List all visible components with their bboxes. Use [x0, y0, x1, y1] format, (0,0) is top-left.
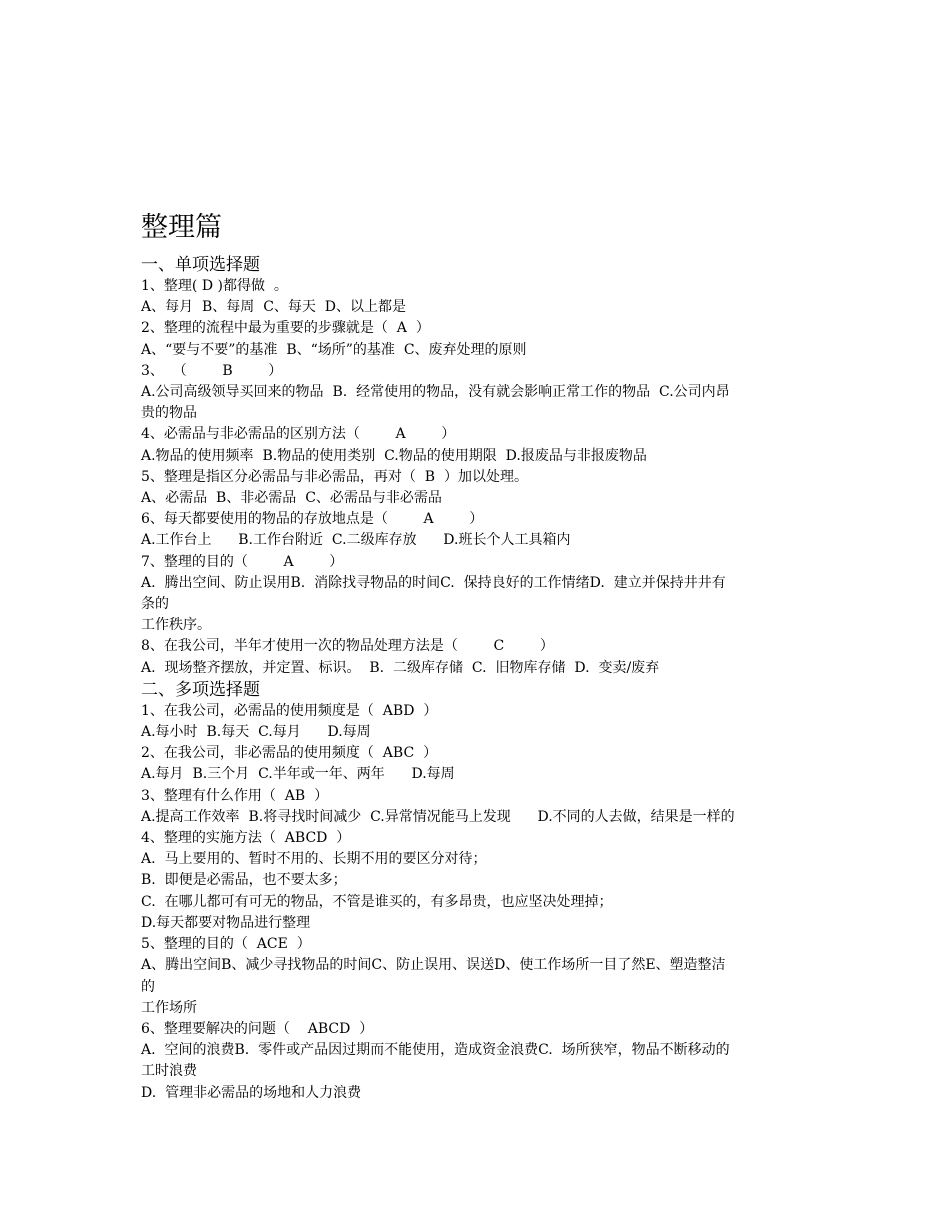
- text-line: 2、在我公司，非必需品的使用频度（ ABC ）: [141, 745, 438, 762]
- text-line: A.每月 B.三个月 C.半年或一年、两年 D.每周: [141, 766, 455, 783]
- document-page: [141, 211, 816, 1104]
- text-line: 的: [141, 978, 155, 995]
- text-line: A. 腾出空间、防止误用B. 消除找寻物品的时间C. 保持良好的工作情绪D. 建立并保持井井有: [141, 574, 726, 591]
- text-line: 4、必需品与非必需品的区别方法（ A ）: [141, 426, 456, 443]
- text-line: A、“要与不要”的基准 B、“场所”的基准 C、废弃处理的原则: [141, 341, 527, 358]
- text-line: 7、整理的目的（ A ）: [141, 553, 344, 570]
- text-line: C. 在哪儿都可有可无的物品，不管是谁买的，有多昂贵，也应坚决处理掉；: [141, 893, 613, 910]
- text-line: 贵的物品: [141, 405, 197, 422]
- text-line: 工作秩序。: [141, 617, 211, 634]
- text-line: A. 马上要用的、暂时不用的、长期不用的要区分对待；: [141, 851, 487, 868]
- section-heading: 一、单项选择题: [141, 255, 260, 275]
- text-line: A、腾出空间B、减少寻找物品的时间C、防止误用、误送D、使工作场所一目了然E、塑造整洁: [141, 957, 726, 974]
- text-line: A. 空间的浪费B. 零件或产品因过期而不能使用，造成资金浪费C. 场所狭窄，物品不断移动的: [141, 1042, 730, 1059]
- text-line: A. 现场整齐摆放，并定置、标识。 B. 二级库存储 C. 旧物库存储 D. 变卖/废弃: [141, 659, 660, 676]
- document-body: [141, 254, 816, 1104]
- text-line: 4、整理的实施方法（ ABCD ）: [141, 830, 351, 847]
- text-line: D. 管理非必需品的场地和人力浪费: [141, 1084, 362, 1101]
- text-line: A.每小时 B.每天 C.每月 D.每周: [141, 724, 371, 741]
- text-line: 8、在我公司，半年才使用一次的物品处理方法是（ C ）: [141, 638, 554, 655]
- text-line: D.每天都要对物品进行整理: [141, 914, 311, 931]
- text-line: 5、整理是指区分必需品与非必需品，再对（ B ）加以处理。: [141, 468, 528, 485]
- text-line: A.公司高级领导买回来的物品 B. 经常使用的物品，没有就会影响正常工作的物品 C.公司内昂: [141, 384, 730, 401]
- text-line: 1、在我公司，必需品的使用频度是（ ABD ）: [141, 702, 438, 719]
- text-line: 6、每天都要使用的物品的存放地点是（ A ）: [141, 511, 484, 528]
- text-line: A.物品的使用频率 B.物品的使用类别 C.物品的使用期限 D.报废品与非报废物品: [141, 447, 647, 464]
- text-line: 条的: [141, 596, 169, 613]
- text-line: 5、整理的目的（ ACE ）: [141, 936, 311, 953]
- section-heading: 二、多项选择题: [141, 679, 260, 700]
- text-line: 3、 （ B ）: [141, 362, 283, 379]
- text-line: 2、整理的流程中最为重要的步骤就是（ A ）: [141, 320, 430, 337]
- text-line: 3、整理有什么作用（ AB ）: [141, 787, 329, 804]
- text-line: A、每月 B、每周 C、每天 D、以上都是: [141, 299, 407, 316]
- page-title: 整理篇: [141, 212, 222, 243]
- text-line: 工作场所: [141, 999, 197, 1016]
- section-1: [141, 254, 816, 679]
- text-line: A.提高工作效率 B.将寻找时间减少 C.异常情况能马上发现 D.不同的人去做，结果是一样的: [141, 808, 735, 825]
- text-line: A、必需品 B、非必需品 C、必需品与非必需品: [141, 490, 442, 507]
- text-line: B. 即便是必需品，也不要太多；: [141, 872, 347, 889]
- text-line: 工时浪费: [141, 1063, 197, 1080]
- text-line: 6、整理要解决的问题（ ABCD ）: [141, 1020, 374, 1037]
- text-line: 1、整理( D )都得做 。: [141, 278, 288, 294]
- section-2: [141, 679, 816, 1104]
- text-line: A.工作台上 B.工作台附近 C.二级库存放 D.班长个人工具箱内: [141, 532, 571, 549]
